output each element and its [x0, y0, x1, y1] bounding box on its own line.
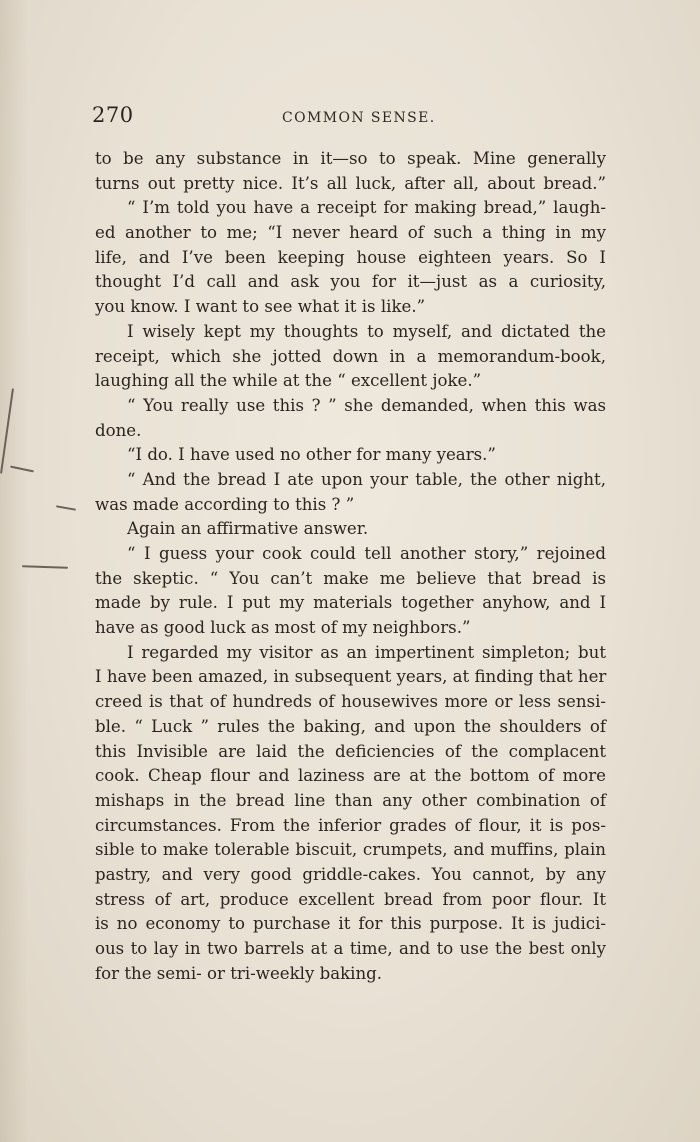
text-line: mishaps in the bread line than any other combination of	[95, 790, 606, 810]
text-line: “I do. I have used no other for many years.”	[127, 445, 496, 465]
text-line: “ You really use this ? ” she demanded, when this was	[127, 395, 606, 415]
text-line: I wisely kept my thoughts to myself, and dictated the	[127, 321, 606, 341]
text-line: the skeptic. “ You can’t make me believe that bread is	[95, 568, 606, 588]
text-line: life, and I’ve been keeping house eighteen years. So I	[95, 247, 606, 267]
text-line: Again an affirmative answer.	[127, 519, 369, 539]
text-line: was made according to this ? ”	[95, 494, 355, 514]
text-line: “ I’m told you have a receipt for making bread,” laugh-	[127, 198, 606, 218]
text-line: receipt, which she jotted down in a memorandum-book,	[95, 346, 606, 366]
text-line: pastry, and very good griddle-cakes. You cannot, by any	[95, 864, 606, 884]
text-line: sible to make tolerable biscuit, crumpets, and muffins, plain	[95, 840, 606, 860]
body-text	[95, 147, 606, 986]
text-line: laughing all the while at the “ excellent joke.”	[95, 371, 482, 391]
text-line: I have been amazed, in subsequent years, at finding that her	[95, 667, 607, 687]
text-line: thought I’d call and ask you for it—just as a curiosity,	[95, 272, 606, 292]
text-line: ble. “ Luck ” rules the baking, and upon the shoulders of	[95, 716, 606, 736]
text-line: “ I guess your cook could tell another story,” rejoined	[127, 544, 606, 563]
text-line: circumstances. From the inferior grades of flour, it is pos-	[95, 815, 606, 835]
margin-mark	[56, 505, 76, 510]
text-line: I regarded my visitor as an impertinent simpleton; but	[127, 642, 606, 662]
margin-mark	[22, 565, 68, 569]
text-line: this Invisible are laid the deficiencies of the complacent	[95, 741, 606, 761]
text-line: have as good luck as most of my neighbors.”	[95, 618, 471, 638]
text-line: ed another to me; “I never heard of such a thing in my	[95, 223, 606, 243]
text-line: is no economy to purchase it for this purpose. It is judici-	[95, 914, 606, 934]
text-line: for the semi- or tri-weekly baking.	[95, 963, 383, 983]
text-line: “ And the bread I ate upon your table, the other night,	[127, 469, 606, 489]
text-line: cook. Cheap flour and laziness are at the bottom of more	[95, 766, 606, 786]
text-line: ous to lay in two barrels at a time, and to use the best only	[95, 939, 606, 958]
text-line: made by rule. I put my materials together anyhow, and I	[95, 593, 606, 613]
text-line: stress of art, produce excellent bread from poor flour. It	[95, 889, 606, 909]
text-line: you know. I want to see what it is like.”	[95, 297, 426, 317]
page-number: 270	[92, 103, 134, 127]
page-edge-shadow	[0, 0, 28, 1142]
running-title: COMMON SENSE.	[282, 110, 436, 126]
text-line: creed is that of hundreds of housewives more or less sensi-	[95, 692, 606, 712]
text-line: to be any substance in it—so to speak. Mine generally	[95, 149, 606, 168]
text-line: turns out pretty nice. It’s all luck, after all, about bread.”	[95, 173, 606, 193]
text-line: done.	[95, 420, 142, 440]
